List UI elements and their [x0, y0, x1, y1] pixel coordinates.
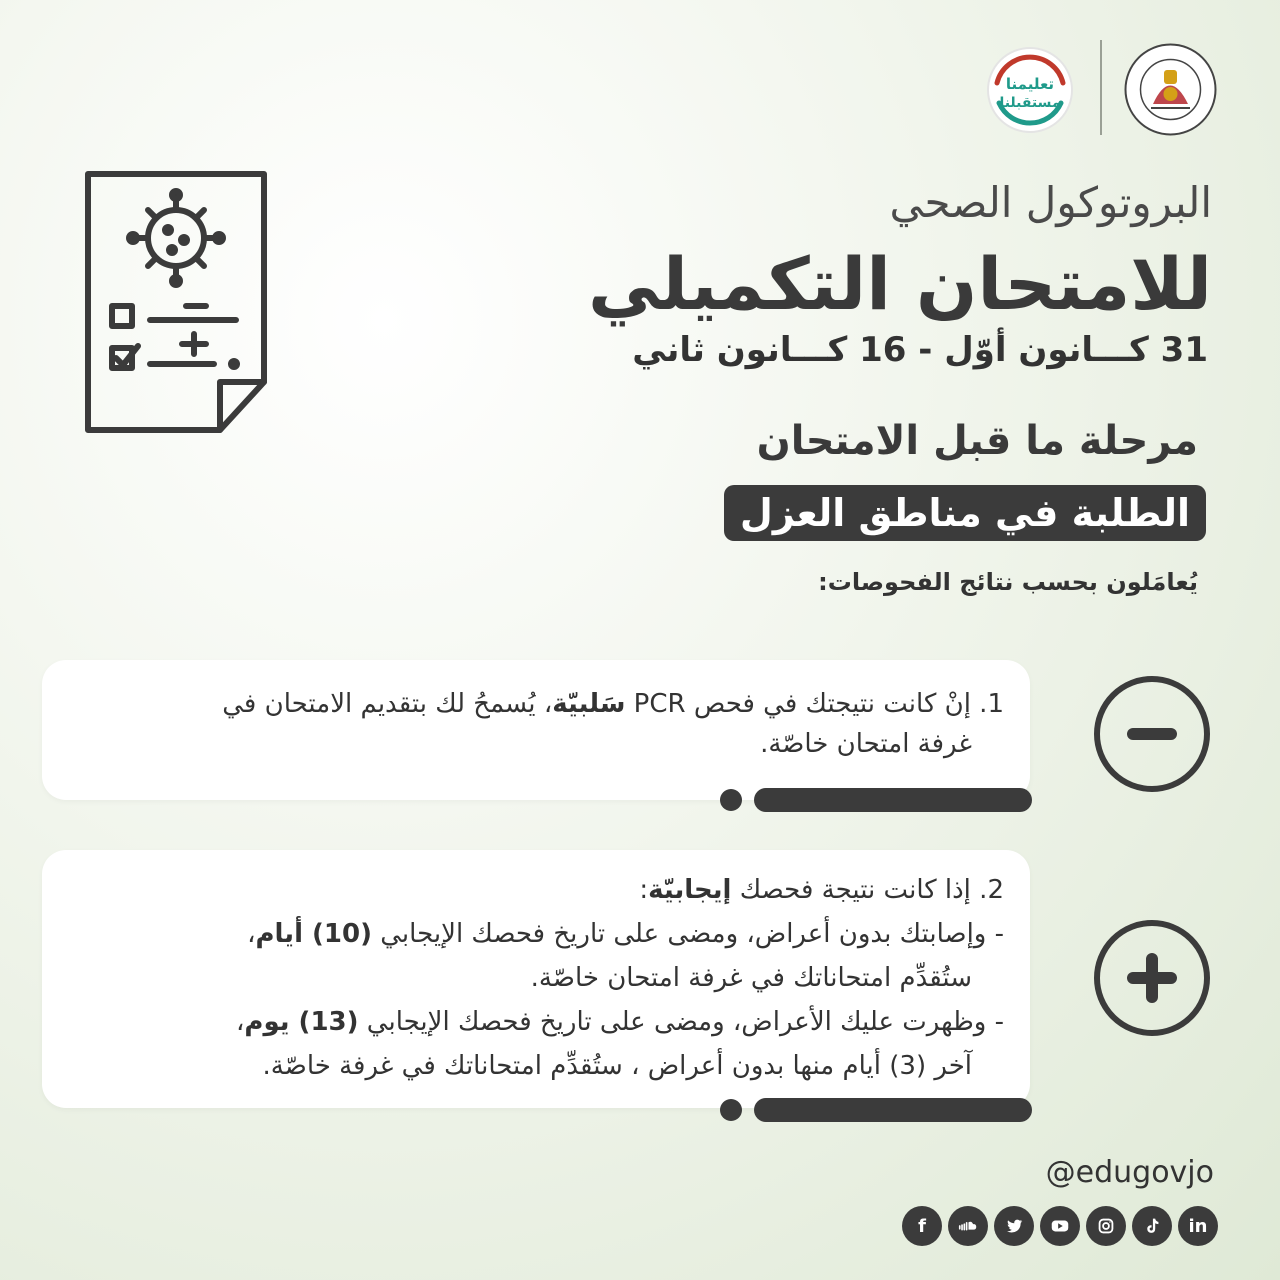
title-line-1: البروتوكول الصحي: [889, 178, 1212, 227]
card2-bullet-2: [76, 1000, 1004, 1044]
card1-line-1: [76, 684, 1004, 724]
card2-bullet-1: [76, 912, 1004, 956]
test-document-icon: [78, 168, 278, 438]
card1-underline-bar: [754, 788, 1032, 812]
ministry-seal: [1123, 42, 1218, 137]
soundcloud-icon[interactable]: [948, 1206, 988, 1246]
title-line-2: للامتحان التكميلي: [588, 242, 1212, 326]
social-icons-row: [902, 1206, 1218, 1246]
social-handle: @edugovjo: [1045, 1155, 1214, 1190]
edu-logo-text-1: تعليمنا: [1005, 75, 1055, 93]
negative-result-card: [42, 660, 1030, 800]
card2-head-post: :: [639, 875, 649, 905]
positive-result-card: [42, 850, 1030, 1108]
card2-b2-post: ،: [235, 1007, 245, 1037]
card2-b1-pre: - وإصابتك بدون أعراض، ومضى على تاريخ فحصك الإيجابي: [372, 919, 1004, 949]
card2-b1-bold: (10) أيام: [255, 919, 372, 949]
card2-bullet-2-line-2: آخر (3) أيام منها بدون أعراض ، ستُقدِّم امتحاناتك في غرفة خاصّة.: [262, 1051, 972, 1081]
facebook-icon[interactable]: [902, 1206, 942, 1246]
edu-logo-text-2: مستقبلنا: [999, 95, 1061, 111]
linkedin-glyph: in: [1188, 1215, 1208, 1237]
card1-line1-pre: 1. إنْ كانت نتيجتك في فحص PCR: [625, 689, 1004, 719]
card2-head-pre: 2. إذا كانت نتيجة فحصك: [731, 875, 1004, 905]
card2-b2-bold: (13) يوم: [244, 1007, 359, 1037]
facebook-glyph: f: [918, 1215, 926, 1237]
card1-line1-post: ، يُسمحُ لك بتقديم الامتحان في: [222, 689, 553, 719]
twitter-icon[interactable]: [994, 1206, 1034, 1246]
card2-bullet-1-line-2: ستُقدِّم امتحاناتك في غرفة امتحان خاصّة.: [530, 963, 972, 993]
card2-heading: [76, 868, 1004, 912]
plus-circle-icon: [1094, 920, 1210, 1036]
isolation-badge: الطلبة في مناطق العزل: [724, 485, 1206, 541]
minus-circle-icon: [1094, 676, 1210, 792]
intro-text: يُعامَلون بحسب نتائج الفحوصات:: [818, 568, 1198, 596]
card1-underline-dot: [720, 789, 742, 811]
linkedin-icon[interactable]: [1178, 1206, 1218, 1246]
phase-heading: مرحلة ما قبل الامتحان: [756, 418, 1198, 464]
exam-dates: 31 كـــانون أوّل - 16 كـــانون ثاني: [632, 330, 1208, 370]
edu-logo: [985, 45, 1075, 135]
card2-underline-bar: [754, 1098, 1032, 1122]
card2-b1-post: ،: [247, 919, 256, 949]
tiktok-icon[interactable]: [1132, 1206, 1172, 1246]
card2-underline-dot: [720, 1099, 742, 1121]
card2-positive-bold: إيجابيّة: [648, 875, 732, 905]
instagram-icon[interactable]: [1086, 1206, 1126, 1246]
card1-line-2: غرفة امتحان خاصّة.: [760, 729, 972, 759]
card2-b2-pre: - وظهرت عليك الأعراض، ومضى على تاريخ فحصك الإيجابي: [358, 1007, 1004, 1037]
card1-negative-bold: سَلبيّة: [552, 689, 626, 719]
youtube-icon[interactable]: [1040, 1206, 1080, 1246]
logo-divider: [1100, 40, 1102, 135]
